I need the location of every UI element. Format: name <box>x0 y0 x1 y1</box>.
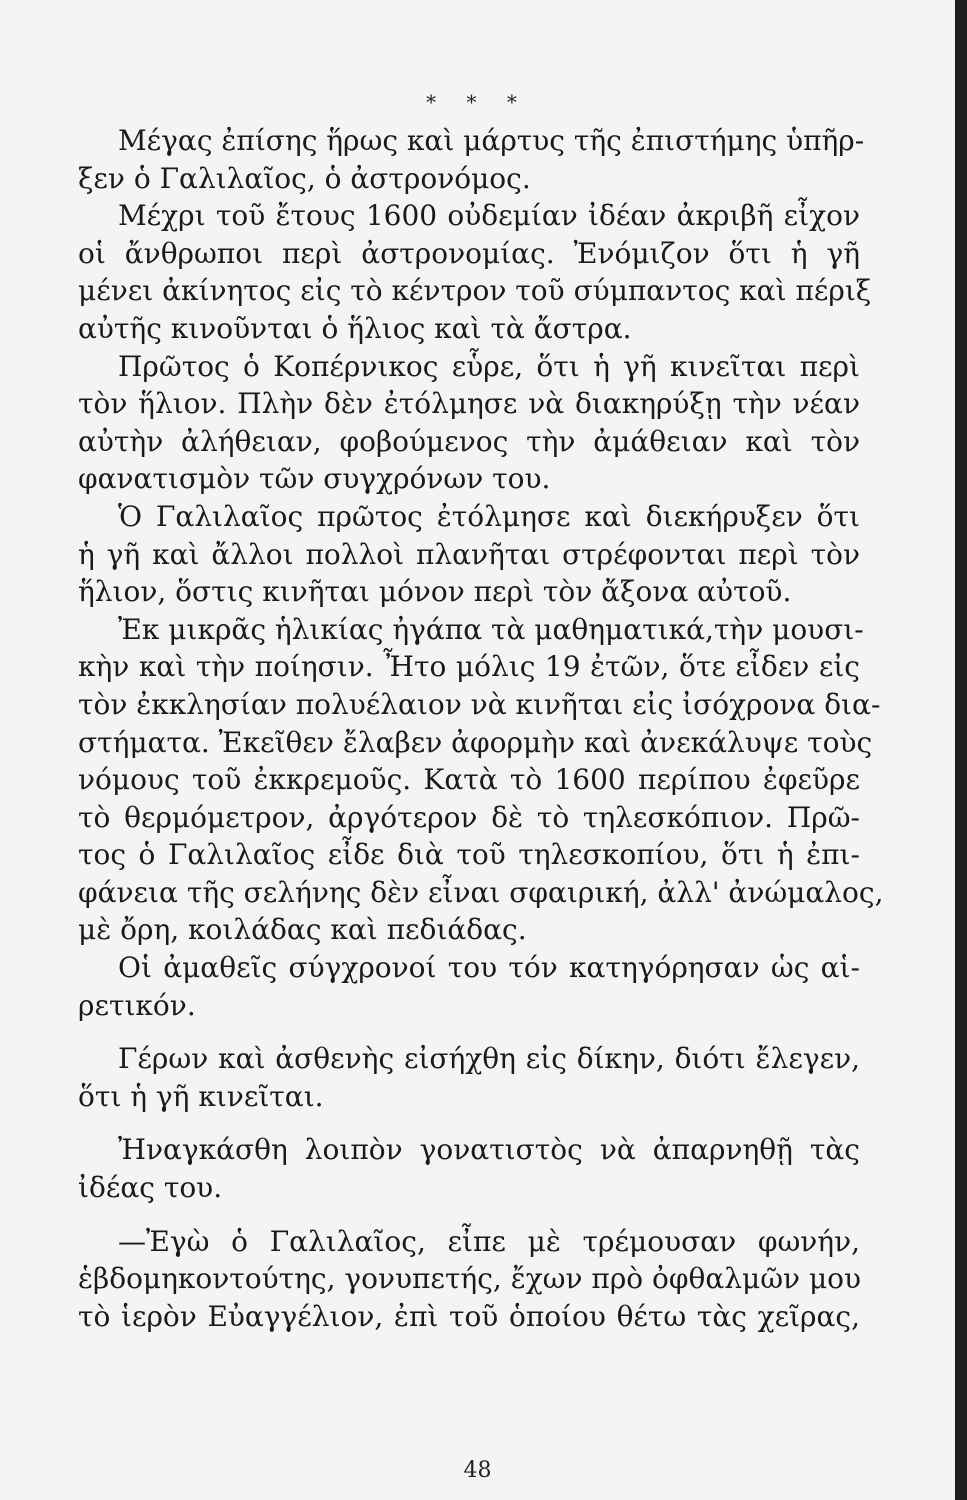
text-line: μὲ ὄρη, κοιλάδας καὶ πεδιάδας. <box>78 913 527 947</box>
text-line: ὅτι ἡ γῆ κινεῖται. <box>78 1079 324 1113</box>
text-line: Μέχρι τοῦ ἔτους 1600 οὐδεμίαν ἰδέαν ἀκριβῆ εἶχον <box>118 199 860 233</box>
text-line: Γέρων καὶ ἀσθενὴς εἰσήχθη εἰς δίκην, διότι ἔλεγεν, <box>118 1042 860 1076</box>
text-line: ἡ γῆ καὶ ἄλλοι πολλοὶ πλανῆται στρέφονται περὶ τὸν <box>78 537 860 571</box>
text-line: Πρῶτος ὁ Κοπέρνικος εὗρε, ὅτι ἡ γῆ κινεῖται περὶ <box>118 349 860 383</box>
text-line: αὐτῆς κινοῦνται ὁ ἥλιος καὶ τὰ ἄστρα. <box>78 311 632 345</box>
text-line: νόμους τοῦ ἐκκρεμοῦς. Κατὰ τὸ 1600 περίπου ἐφεῦρε <box>78 763 860 797</box>
text-line: φάνεια τῆς σελήνης δὲν εἶναι σφαιρική, ἀλλ' ἀνώμαλος, <box>78 875 884 909</box>
text-line: μένει ἀκίνητος εἰς τὸ κέντρον τοῦ σύμπαντος καὶ πέριξ <box>78 274 872 308</box>
text-line: ἰδέας του. <box>78 1171 223 1205</box>
scan-edge <box>955 0 967 1500</box>
text-line: ἥλιον, ὅστις κινῆται μόνον περὶ τὸν ἄξονα αὐτοῦ. <box>78 575 792 609</box>
text-line: οἱ ἄνθρωποι περὶ ἀστρονομίας. Ἐνόμιζον ὅτι ἡ γῆ <box>78 236 860 270</box>
text-line: στήματα. Ἐκεῖθεν ἔλαβεν ἀφορμὴν καὶ ἀνεκάλυψε τοὺς <box>78 725 873 759</box>
text-line: ξεν ὁ Γαλιλαῖος, ὁ ἀστρονόμος. <box>78 161 531 195</box>
section-ornament: * * * <box>426 90 529 114</box>
page-number: 48 <box>463 1458 492 1483</box>
text-line: τὸν ἥλιον. Πλὴν δὲν ἐτόλμησε νὰ διακηρύξῃ τὴν νέαν <box>78 387 860 421</box>
text-line: Μέγας ἐπίσης ἥρως καὶ μάρτυς τῆς ἐπιστήμης ὑπῆρ- <box>118 124 865 157</box>
text-line: τὸν ἐκκλησίαν πολυέλαιον νὰ κινῆται εἰς ἰσόχρονα δια- <box>78 687 881 721</box>
text-line: Ἐκ μικρᾶς ἡλικίας ἠγάπα τὰ μαθηματικά,τὴν μουσι- <box>118 612 864 646</box>
text-line: τος ὁ Γαλιλαῖος εἶδε διὰ τοῦ τηλεσκοπίου, ὅτι ἡ ἐπι- <box>78 838 860 872</box>
text-line: φανατισμὸν τῶν συγχρόνων του. <box>78 462 551 496</box>
text-line: Ὁ Γαλιλαῖος πρῶτος ἐτόλμησε καὶ διεκήρυξεν ὅτι <box>118 499 860 533</box>
text-line: —Ἐγὼ ὁ Γαλιλαῖος, εἶπε μὲ τρέμουσαν φωνήν, <box>118 1224 860 1258</box>
text-line: ἑβδομηκοντούτης, γονυπετής, ἔχων πρὸ ὀφθαλμῶν μου <box>78 1262 862 1296</box>
body-text <box>78 122 884 1335</box>
text-line: Οἱ ἀμαθεῖς σύγχρονοί του τόν κατηγόρησαν ὡς αἱ- <box>118 951 860 985</box>
text-line: κὴν καὶ τὴν ποίησιν. Ἦτο μόλις 19 ἐτῶν, ὅτε εἶδεν εἰς <box>78 650 860 684</box>
text-line: τὸ ἱερὸν Εὐαγγέλιον, ἐπὶ τοῦ ὁποίου θέτω τὰς χεῖρας, <box>78 1299 860 1333</box>
text-line: τὸ θερμόμετρον, ἀργότερον δὲ τὸ τηλεσκόπιον. Πρῶ- <box>78 800 860 834</box>
text-line: αὐτὴν ἀλήθειαν, φοβούμενος τὴν ἀμάθειαν καὶ τὸν <box>78 424 860 458</box>
text-line: Ἠναγκάσθη λοιπὸν γονατιστὸς νὰ ἀπαρνηθῇ τὰς <box>118 1133 860 1167</box>
text-line: ρετικόν. <box>78 988 196 1022</box>
